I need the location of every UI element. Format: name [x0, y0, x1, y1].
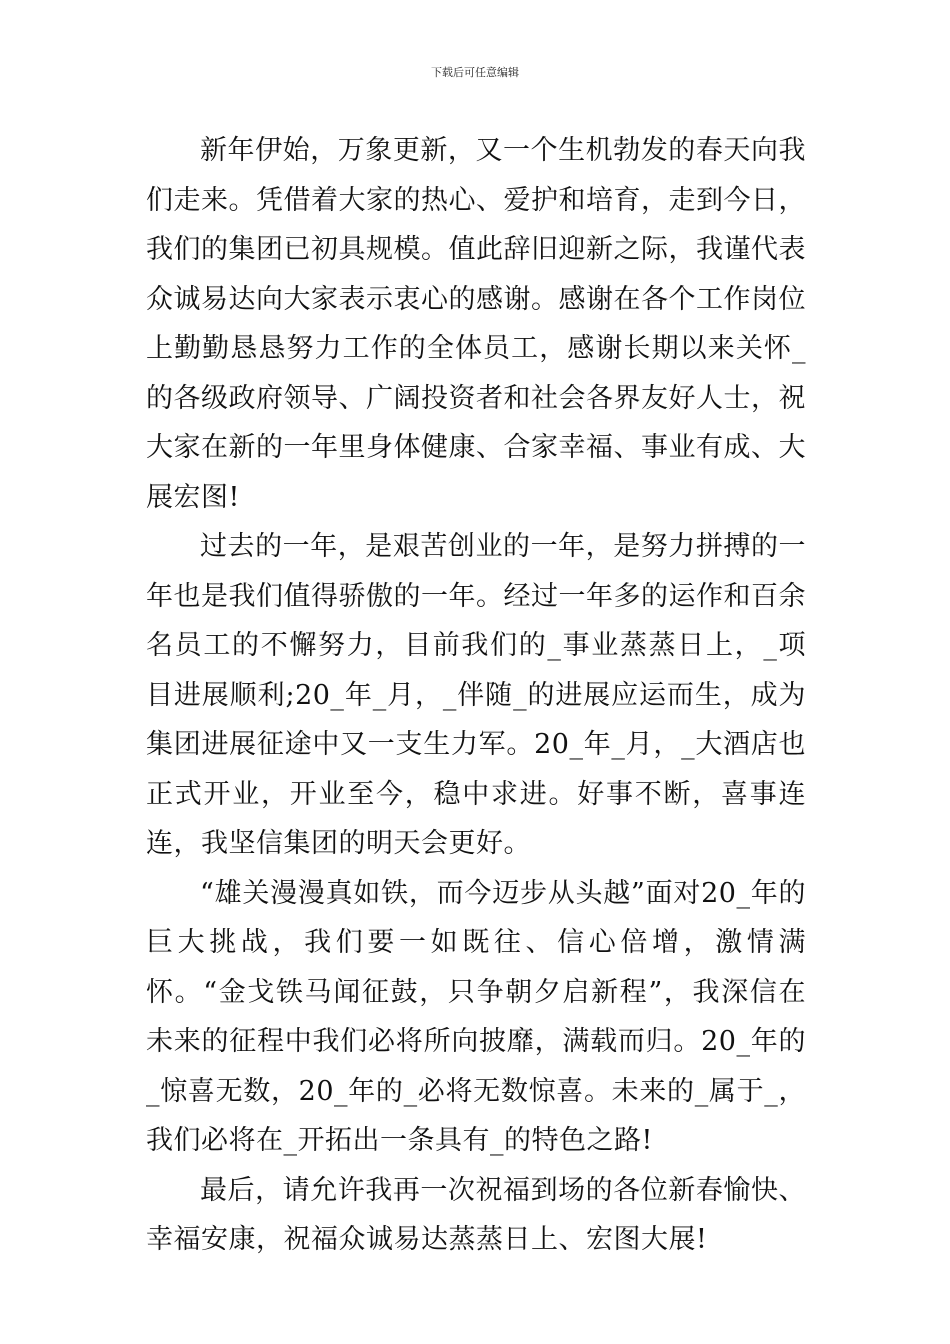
document-body	[146, 126, 806, 1265]
paragraph-review: 过去的一年，是艰苦创业的一年，是努力拼搏的一年也是我们值得骄傲的一年。经过一年多的运作和百余名员工的不懈努力，目前我们的_事业蒸蒸日上，_项目进展顺利;20_年_月，_伴随_的进展应运而生，成为集团进展征途中又一支生力军。20_年_月，_大酒店也正式开业，开业至今，稳中求进。好事不断，喜事连连，我坚信集团的明天会更好。	[146, 531, 806, 859]
page-header: 下载后可任意编辑	[431, 66, 519, 79]
paragraph-greeting: 新年伊始，万象更新，又一个生机勃发的春天向我们走来。凭借着大家的热心、爱护和培育，走到今日，我们的集团已初具规模。值此辞旧迎新之际，我谨代表众诚易达向大家表示衷心的感谢。感谢在各个工作岗位上勤勤恳恳努力工作的全体员工，感谢长期以来关怀_的各级政府领导、广阔投资者和社会各界友好人士，祝大家在新的一年里身体健康、合家幸福、事业有成、大展宏图!	[146, 135, 806, 513]
paragraph-closing: 最后，请允许我再一次祝福到场的各位新春愉快、幸福安康，祝福众诚易达蒸蒸日上、宏图大展!	[146, 1174, 806, 1255]
paragraph-outlook: “雄关漫漫真如铁，而今迈步从头越”面对20_年的巨大挑战，我们要一如既往、信心倍增，激情满怀。“金戈铁马闻征鼓，只争朝夕启新程”，我深信在未来的征程中我们必将所向披靡，满载而归。20_年的_惊喜无数，20_年的_必将无数惊喜。未来的_属于_，我们必将在_开拓出一条具有_的特色之路!	[146, 877, 806, 1156]
